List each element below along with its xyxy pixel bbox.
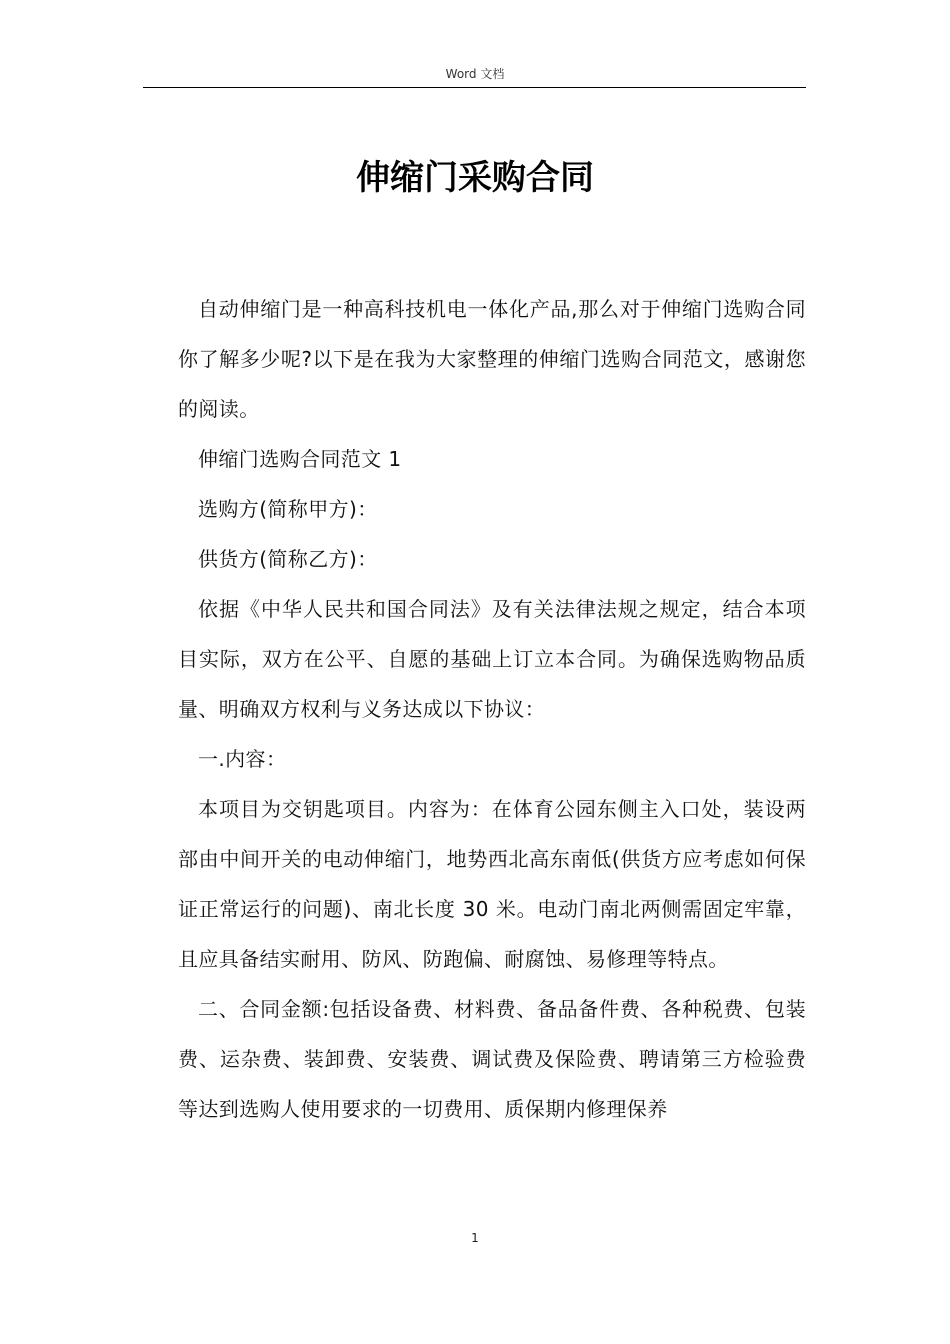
paragraph-contract-amount: 二、合同金额:包括设备费、材料费、备品备件费、各种税费、包装费、运杂费、装卸费、安装费、调试费及保险费、聘请第三方检验费等达到选购人使用要求的一切费用、质保期内修理保养: [178, 997, 806, 1121]
page-number: 1: [471, 1231, 479, 1245]
paragraph-section-heading: 伸缩门选购合同范文 1: [198, 447, 402, 471]
header-divider: [143, 87, 806, 88]
paragraph-buyer: 选购方(简称甲方)：: [198, 497, 378, 521]
paragraph-intro: 自动伸缩门是一种高科技机电一体化产品,那么对于伸缩门选购合同你了解多少呢?以下是在我为大家整理的伸缩门选购合同范文，感谢您的阅读。: [178, 297, 806, 421]
page-header-label: Word 文档: [445, 67, 505, 81]
paragraph-supplier: 供货方(简称乙方)：: [198, 547, 378, 571]
paragraph-content-detail: 本项目为交钥匙项目。内容为：在体育公园东侧主入口处，装设两部由中间开关的电动伸缩门，地势西北高东南低(供货方应考虑如何保证正常运行的问题)、南北长度 30 米。电动门南北两侧需固定牢靠，且应具备结实耐用、防风、防跑偏、耐腐蚀、易修理等特点。: [178, 797, 806, 971]
paragraph-content-heading: 一.内容：: [198, 747, 287, 771]
document-body: [178, 284, 806, 1134]
paragraph-legal-basis: 依据《中华人民共和国合同法》及有关法律法规之规定，结合本项目实际，双方在公平、自愿的基础上订立本合同。为确保选购物品质量、明确双方权利与义务达成以下协议：: [178, 597, 806, 721]
document-title: 伸缩门采购合同: [356, 158, 594, 198]
